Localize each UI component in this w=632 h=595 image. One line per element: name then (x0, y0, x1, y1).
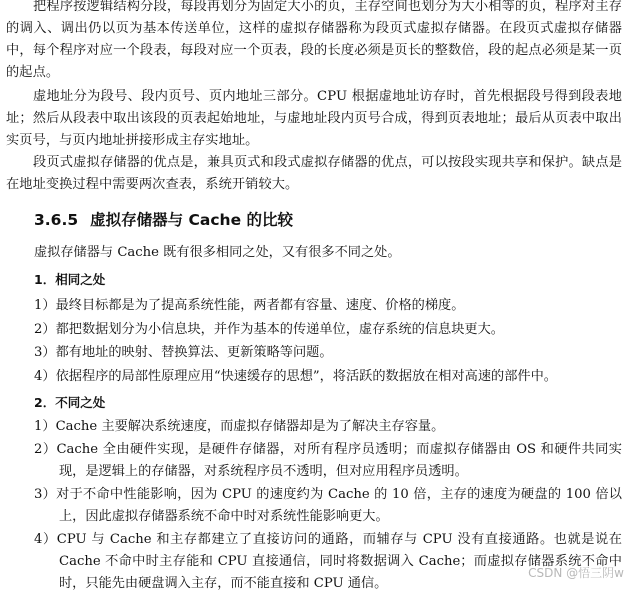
paragraph-segment-page-intro: 把程序按逻辑结构分段，每段再划分为固定大小的页，主存空间也划分为大小相等的页，程序对主存的调入、调出仍以页为基本传送单位，这样的虚拟存储器称为段页式虚拟存储器。在段页式虚拟存储器中，每个程序对应一个段表，每段对应一个页表，段的长度必须是页长的整数倍，段的起点必须是某一页的起点。 (6, 0, 622, 80)
same-item-1: 1）最终目标都是为了提高系统性能，两者都有容量、速度、价格的梯度。 (34, 298, 465, 313)
section-number: 3.6.5 (34, 211, 79, 229)
paragraph-pros-cons: 段页式虚拟存储器的优点是，兼具页式和段式虚拟存储器的优点，可以按段实现共享和保护。缺点是在地址变换过程中需要两次查表，系统开销较大。 (6, 155, 622, 192)
diff-item-4: 4）CPU 与 Cache 和主存都建立了直接访问的通路，而辅存与 CPU 没有直接通路。也就是说在 Cache 不命中时主存能和 CPU 直接通信，同时将数据调入 Cache；而虚拟存储器系统不命中时，只能先由硬盘调入主存，而不能直接和 CPU 通信。 (34, 532, 622, 591)
comparison-intro: 虚拟存储器与 Cache 既有很多相同之处，又有很多不同之处。 (34, 245, 401, 260)
paragraph-address-translation: 虚地址分为段号、段内页号、页内地址三部分。CPU 根据虚地址访存时，首先根据段号得到段表地址；然后从段表中取出该段的页表起始地址，与虚地址段内页号合成，得到页表地址；最后从页表中取出实页号，与页内地址拼接形成主存实地址。 (6, 89, 622, 148)
section-heading (34, 209, 293, 231)
same-item-2: 2）都把数据划分为小信息块，并作为基本的传递单位，虚存系统的信息块更大。 (34, 322, 504, 337)
section-title: 虚拟存储器与 Cache 的比较 (90, 211, 294, 229)
same-item-3: 3）都有地址的映射、替换算法、更新策略等问题。 (34, 345, 333, 360)
diff-item-2: 2）Cache 全由硬件实现，是硬件存储器，对所有程序员透明；而虚拟存储器由 OS 和硬件共同实现，是逻辑上的存储器，对系统程序员不透明，但对应用程序员透明。 (34, 442, 622, 479)
diff-item-3: 3）对于不命中性能影响，因为 CPU 的速度约为 Cache 的 10 倍，主存的速度为硬盘的 100 倍以上，因此虚拟存储器系统不命中时对系统性能影响更大。 (34, 487, 622, 524)
csdn-watermark: CSDN @悟三阴w (528, 566, 624, 580)
same-points-heading: 1．相同之处 (34, 272, 106, 287)
same-item-4: 4）依据程序的局部性原理应用“快速缓存的思想”，将活跃的数据放在相对高速的部件中。 (34, 369, 557, 384)
diff-points-heading: 2．不同之处 (34, 395, 106, 410)
diff-item-1: 1）Cache 主要解决系统速度，而虚拟存储器却是为了解决主存容量。 (34, 419, 445, 434)
